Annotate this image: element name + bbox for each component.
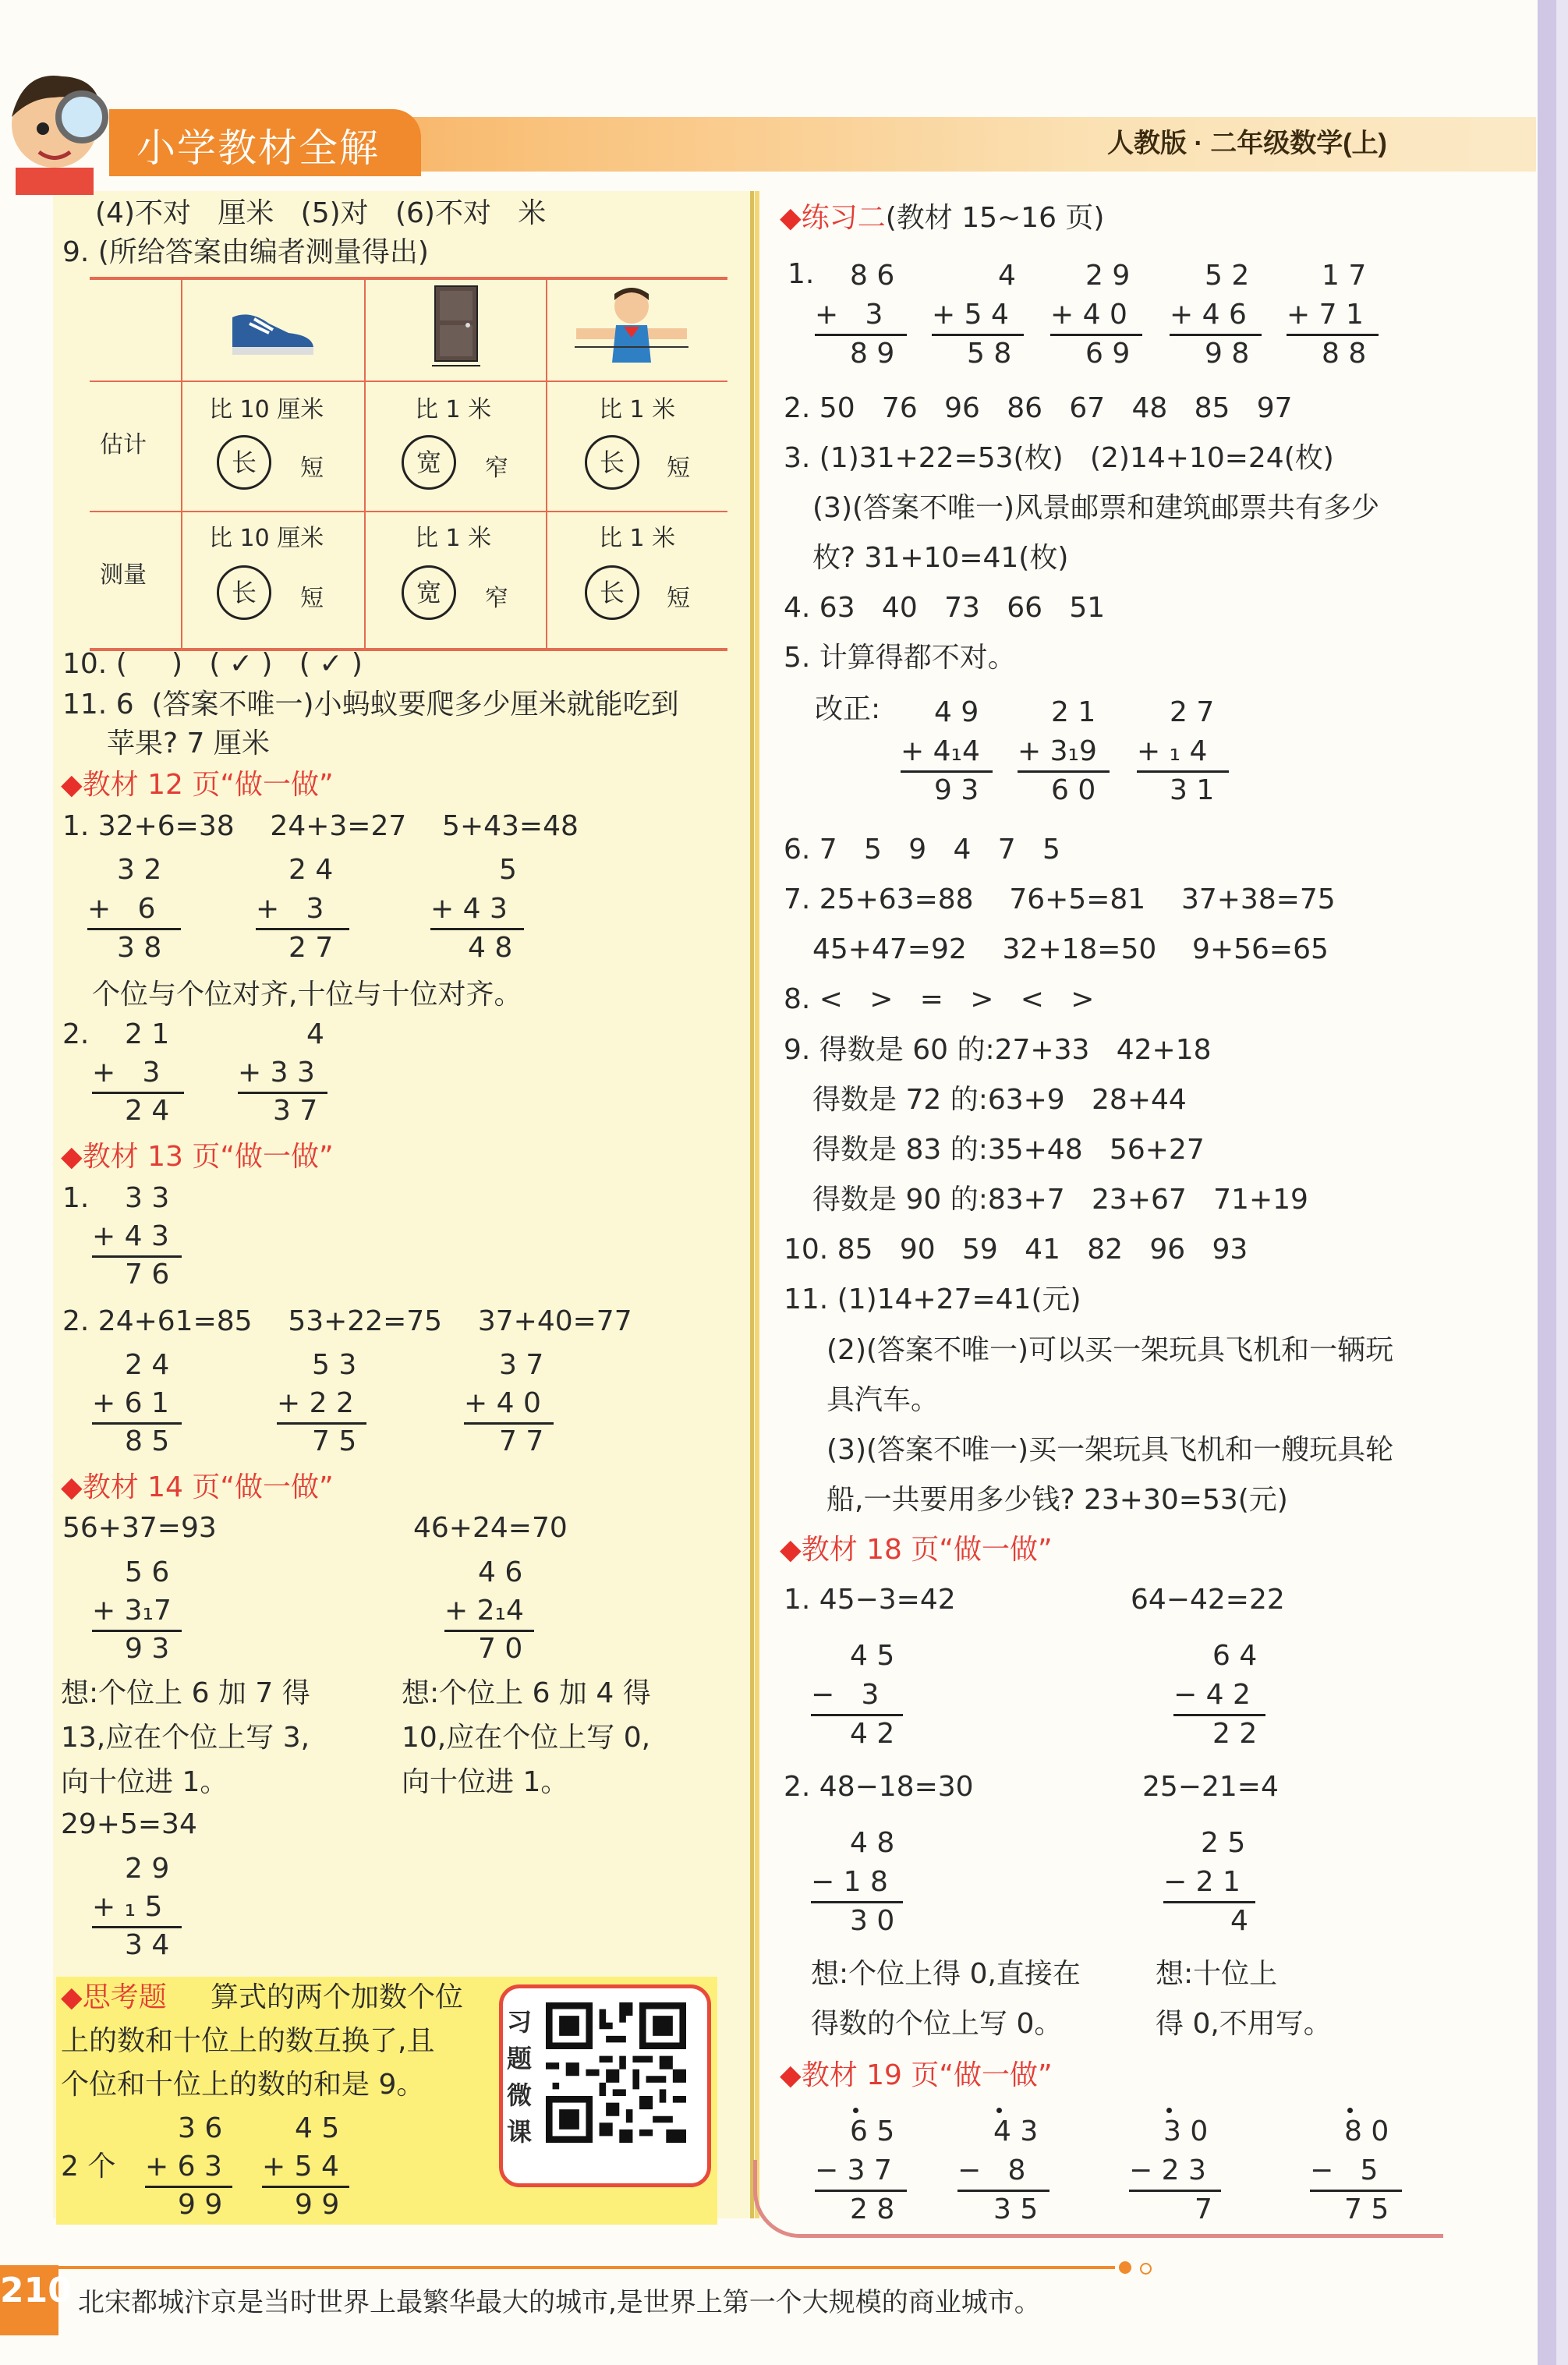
vcalc-mid: + 4 0	[464, 1387, 541, 1419]
vcalc-top: 1 7	[1322, 260, 1367, 292]
vcalc-rule	[430, 928, 524, 930]
answer-line: 46+24=70	[413, 1512, 568, 1544]
answer-line: 具汽车。	[826, 1384, 940, 1416]
section-title: 教材 12 页“做一做”	[82, 769, 334, 801]
vcalc-result: 6 0	[1051, 774, 1096, 806]
think-text: 得 0,不用写。	[1156, 2008, 1332, 2040]
think-title: 思考题	[82, 1981, 167, 2013]
diamond-bullet-icon: ◆	[780, 202, 802, 234]
vcalc-rule	[1137, 770, 1229, 773]
section-heading-ex2	[780, 201, 1104, 235]
option: 窄	[485, 585, 508, 612]
vcalc-top: 8 6	[850, 260, 895, 292]
cell-header: 比 1 米	[599, 525, 676, 552]
think-body: 个位和十位上的数的和是 9。	[61, 2069, 425, 2101]
vcalc-result: 7 6	[125, 1259, 170, 1290]
vcalc-rule	[1129, 2190, 1221, 2192]
diamond-bullet-icon: ◆	[780, 1534, 802, 1566]
option: 短	[300, 455, 324, 482]
vcalc-mid: + 3 3	[238, 1057, 315, 1089]
vcalc-rule	[1018, 770, 1110, 773]
vcalc-result: 2 4	[125, 1095, 170, 1127]
table-rule	[546, 277, 547, 648]
vcalc-mid: + 4 6	[1170, 299, 1247, 331]
section-heading-p12	[61, 768, 334, 802]
question-10: 10. ( ) ( ✓ ) ( ✓ )	[62, 648, 363, 680]
row-label-measure: 测量	[100, 561, 147, 589]
think-text: 向十位进 1。	[61, 1766, 228, 1798]
vcalc-mid: + 6 3	[145, 2151, 222, 2183]
vcalc-result: 2 2	[1212, 1718, 1258, 1750]
vcalc-mid: + 3₁9	[1018, 735, 1097, 767]
vcalc-mid: + ₁ 4	[1137, 735, 1208, 767]
qr-code-icon[interactable]	[546, 2002, 686, 2143]
vcalc-mid: + 6	[87, 893, 156, 925]
vcalc-mid: + 7 1	[1287, 299, 1364, 331]
vcalc-rule	[957, 2190, 1049, 2192]
diamond-bullet-icon: ◆	[61, 1141, 83, 1173]
think-text: 想:个位上得 0,直接在	[811, 1958, 1081, 1990]
section-title: 教材 13 页“做一做”	[82, 1141, 334, 1173]
option: 短	[667, 455, 690, 482]
vcalc-top: 2 7	[1170, 696, 1215, 728]
answer-line: 29+5=34	[61, 1808, 197, 1840]
answer-line: (3)(答案不唯一)风景邮票和建筑邮票共有多少	[812, 492, 1380, 524]
answer-line: 得数是 83 的:35+48 56+27	[812, 1134, 1205, 1166]
answer-line: 45+47=92 32+18=50 9+56=65	[812, 933, 1329, 965]
item-number: 1.	[62, 1182, 90, 1214]
think-count: 2 个	[61, 2151, 116, 2183]
vcalc-mid: + ₁ 5	[92, 1891, 163, 1923]
answer-line: 6. 7 5 9 4 7 5	[784, 834, 1060, 866]
vcalc-top: 4	[998, 260, 1016, 292]
vcalc-result: 3 5	[993, 2193, 1039, 2225]
vcalc-mid: − 1 8	[811, 1866, 888, 1898]
section-heading-p14	[61, 1471, 334, 1504]
vcalc-result: 8 5	[125, 1425, 170, 1457]
vcalc-mid: + 5 4	[932, 299, 1009, 331]
table-rule	[364, 277, 366, 648]
vcalc-mid: + 4₁4	[901, 735, 980, 767]
vcalc-mid: + 3	[256, 893, 324, 925]
answer-line: 得数是 90 的:83+7 23+67 71+19	[812, 1184, 1308, 1216]
answer-line: 枚? 31+10=41(枚)	[812, 542, 1069, 574]
vcalc-result: 9 8	[1205, 338, 1250, 370]
answer-line: 8. < > = > < >	[784, 983, 1095, 1015]
footer-dot	[1119, 2261, 1131, 2274]
borrow-dot	[1166, 2108, 1172, 2113]
vcalc-mid: + 3	[92, 1057, 161, 1089]
answer-line: 64−42=22	[1131, 1584, 1285, 1616]
vcalc-rule	[1287, 334, 1379, 336]
footer-rule	[55, 2266, 1115, 2269]
vcalc-mid: − 3 7	[815, 2154, 892, 2186]
table-rule	[90, 381, 727, 382]
answer-line: (2)(答案不唯一)可以买一架玩具飞机和一辆玩	[826, 1334, 1394, 1366]
vcalc-mid: − 2 1	[1163, 1866, 1241, 1898]
vcalc-top: 4 6	[478, 1556, 523, 1588]
page-number: 210	[0, 2271, 72, 2310]
vcalc-top: 5 3	[312, 1349, 357, 1381]
vcalc-mid: − 3	[811, 1679, 880, 1711]
item-number: 1.	[788, 258, 815, 290]
vcalc-top: 4 5	[850, 1640, 895, 1672]
diamond-bullet-icon: ◆	[780, 2059, 802, 2091]
vcalc-rule	[1163, 1901, 1255, 1903]
vcalc-top: 6 4	[1212, 1640, 1258, 1672]
vcalc-top: 3 3	[125, 1182, 170, 1214]
vcalc-top: 4 9	[934, 696, 979, 728]
vcalc-result: 2 8	[850, 2193, 895, 2225]
diamond-bullet-icon: ◆	[61, 769, 83, 801]
vcalc-mid: + 2 2	[277, 1387, 354, 1419]
circled-answer: 宽	[402, 565, 456, 620]
table-rule	[181, 277, 182, 648]
think-body: 算式的两个加数个位	[211, 1981, 464, 2013]
qr-label: 习题微课	[507, 2007, 533, 2147]
vcalc-top: 2 1	[125, 1018, 170, 1050]
vcalc-result: 9 9	[178, 2189, 223, 2221]
vcalc-top: 5	[499, 854, 517, 886]
answer-line: 4. 63 40 73 66 51	[784, 592, 1106, 624]
think-text: 想:十位上	[1156, 1958, 1278, 1990]
correction-label: 改正:	[815, 693, 881, 725]
option: 短	[300, 585, 324, 612]
cell-header: 比 1 米	[415, 525, 492, 552]
borrow-dot	[853, 2108, 858, 2113]
vcalc-result: 4 2	[850, 1718, 895, 1750]
think-text: 想:个位上 6 加 4 得	[402, 1677, 651, 1709]
think-text: 向十位进 1。	[402, 1766, 569, 1798]
vcalc-rule	[1173, 1714, 1265, 1716]
circled-answer: 长	[585, 435, 639, 490]
cell-header: 比 1 米	[599, 396, 676, 423]
section-heading-p13	[61, 1140, 334, 1174]
vcalc-rule	[815, 334, 907, 336]
vcalc-mid: − 8	[957, 2154, 1026, 2186]
question-11-cont: 苹果? 7 厘米	[107, 728, 270, 759]
footer-fact: 北宋都城汴京是当时世界上最繁华最大的城市,是世界上第一个大规模的商业城市。	[78, 2287, 1041, 2318]
book-edition: 人教版 · 二年级数学(上)	[1107, 129, 1387, 158]
answer-line: 得数是 72 的:63+9 28+44	[812, 1084, 1187, 1116]
vcalc-result: 4 8	[468, 932, 513, 964]
diamond-bullet-icon: ◆	[61, 1471, 83, 1503]
vcalc-top: 2 9	[1085, 260, 1131, 292]
vcalc-rule	[811, 1901, 903, 1903]
think-text: 13,应在个位上写 3,	[61, 1722, 310, 1754]
think-text: 10,应在个位上写 0,	[402, 1722, 651, 1754]
circled-answer: 长	[217, 435, 271, 490]
answer-line: 2. 50 76 96 86 67 48 85 97	[784, 392, 1293, 424]
page-edge-stripe-light	[1556, 0, 1568, 2365]
borrow-dot	[996, 2108, 1002, 2113]
answer-line: 11. (1)14+27=41(元)	[784, 1283, 1081, 1315]
answer-line: 1. 32+6=38 24+3=27 5+43=48	[62, 810, 579, 842]
vcalc-mid: + 4 0	[1050, 299, 1127, 331]
vcalc-mid: + 3₁7	[92, 1595, 172, 1627]
question-9: 9. (所给答案由编者测量得出)	[62, 236, 429, 268]
circled-answer: 长	[217, 565, 271, 620]
vcalc-result: 3 1	[1170, 774, 1215, 806]
vcalc-top: 4 3	[993, 2115, 1039, 2147]
vcalc-mid: + 6 1	[92, 1387, 169, 1419]
item-number: 2.	[62, 1018, 90, 1050]
diamond-bullet-icon: ◆	[61, 1981, 83, 2013]
vcalc-result: 3 4	[125, 1929, 170, 1961]
brand-title: 小学教材全解	[136, 126, 380, 170]
page-edge-stripe	[1538, 0, 1556, 2365]
vcalc-rule	[815, 2190, 907, 2192]
vcalc-result: 4	[1230, 1905, 1248, 1937]
vcalc-result: 5 8	[967, 338, 1012, 370]
answer-line: (3)(答案不唯一)买一架玩具飞机和一艘玩具轮	[826, 1434, 1394, 1466]
vcalc-top: 6 5	[850, 2115, 895, 2147]
answer-line: 25−21=4	[1142, 1771, 1279, 1803]
answer-line: 2. 24+61=85 53+22=75 37+40=77	[62, 1305, 632, 1337]
vcalc-top: 5 6	[125, 1556, 170, 1588]
vcalc-rule	[811, 1714, 903, 1716]
vcalc-result: 7 5	[312, 1425, 357, 1457]
vcalc-rule	[1310, 2190, 1402, 2192]
answer-line: (4)不对 厘米 (5)对 (6)不对 米	[95, 197, 547, 229]
vcalc-result: 3 8	[117, 932, 162, 964]
column-divider	[750, 191, 754, 2218]
section-title: 教材 19 页“做一做”	[801, 2059, 1053, 2091]
answer-line: 2. 48−18=30	[784, 1771, 974, 1803]
mascot-magnifier-icon	[0, 62, 117, 195]
vcalc-result: 8 8	[1322, 338, 1367, 370]
vcalc-top: 2 4	[125, 1349, 170, 1381]
think-body: 上的数和十位上的数互换了,且	[61, 2025, 435, 2057]
vcalc-rule	[932, 334, 1024, 336]
answer-line: 7. 25+63=88 76+5=81 37+38=75	[784, 883, 1336, 915]
vcalc-top: 2 5	[1201, 1827, 1246, 1859]
footer-ring	[1140, 2263, 1152, 2275]
vcalc-result: 7 5	[1344, 2193, 1389, 2225]
answer-line: 船,一共要用多少钱? 23+30=53(元)	[826, 1484, 1288, 1516]
vcalc-rule	[1170, 334, 1262, 336]
vcalc-result: 7 7	[499, 1425, 544, 1457]
section-heading-p19	[780, 2059, 1053, 2092]
question-11: 11. 6 (答案不唯一)小蚂蚁要爬多少厘米就能吃到	[62, 689, 679, 720]
vcalc-top: 3 0	[1163, 2115, 1209, 2147]
circled-answer: 宽	[402, 435, 456, 490]
vcalc-mid: − 5	[1310, 2154, 1379, 2186]
answer-line: 56+37=93	[62, 1512, 217, 1544]
vcalc-top: 2 9	[125, 1853, 170, 1885]
vcalc-result: 9 3	[125, 1633, 170, 1665]
vcalc-result: 7 0	[478, 1633, 523, 1665]
think-heading	[61, 1981, 167, 2014]
vcalc-top: 3 6	[178, 2112, 223, 2144]
answer-line: 1. 45−3=42	[784, 1584, 956, 1616]
vcalc-rule	[256, 928, 349, 930]
vcalc-top: 4 8	[850, 1827, 895, 1859]
vcalc-mid: + 4 3	[430, 893, 508, 925]
vcalc-mid: + 3	[815, 299, 883, 331]
vcalc-result: 3 0	[850, 1905, 895, 1937]
vcalc-rule	[1050, 334, 1142, 336]
vcalc-mid: − 2 3	[1129, 2154, 1206, 2186]
note: 个位与个位对齐,十位与十位对齐。	[92, 979, 522, 1011]
vcalc-top: 8 0	[1344, 2115, 1389, 2147]
vcalc-top: 3 7	[499, 1349, 544, 1381]
vcalc-mid: − 4 2	[1173, 1679, 1251, 1711]
borrow-dot	[1347, 2108, 1353, 2113]
vcalc-mid: + 4 3	[92, 1220, 169, 1252]
section-heading-p18	[780, 1533, 1053, 1567]
vcalc-top: 4	[306, 1018, 324, 1050]
vcalc-result: 8 9	[850, 338, 895, 370]
vcalc-top: 5 2	[1205, 260, 1250, 292]
circled-answer: 长	[585, 565, 639, 620]
think-text: 得数的个位上写 0。	[811, 2008, 1063, 2040]
vcalc-result: 9 9	[295, 2189, 340, 2221]
vcalc-top: 2 1	[1051, 696, 1096, 728]
section-title: 练习二	[801, 202, 886, 234]
vcalc-top: 3 2	[117, 854, 162, 886]
vcalc-result: 3 7	[273, 1095, 318, 1127]
door-icon	[429, 285, 483, 370]
vcalc-result: 2 7	[288, 932, 334, 964]
option: 短	[667, 585, 690, 612]
answer-line: 9. 得数是 60 的:27+33 42+18	[784, 1034, 1212, 1066]
vcalc-top: 4 5	[295, 2112, 340, 2144]
child-arms-span-icon	[573, 285, 690, 370]
vcalc-mid: + 2₁4	[444, 1595, 524, 1627]
vcalc-result: 6 9	[1085, 338, 1131, 370]
vcalc-result: 7	[1195, 2193, 1212, 2225]
section-pages: (教材 15~16 页)	[885, 202, 1105, 234]
vcalc-result: 9 3	[934, 774, 979, 806]
cell-header: 比 10 厘米	[209, 525, 324, 552]
vcalc-mid: + 5 4	[262, 2151, 339, 2183]
shoe-icon	[226, 300, 320, 363]
option: 窄	[485, 455, 508, 482]
section-title: 教材 14 页“做一做”	[82, 1471, 334, 1503]
table-rule	[90, 511, 727, 512]
answer-line: 3. (1)31+22=53(枚) (2)14+10=24(枚)	[784, 442, 1334, 474]
vcalc-rule	[901, 770, 993, 773]
cell-header: 比 10 厘米	[209, 396, 324, 423]
vcalc-top: 2 4	[288, 854, 334, 886]
answer-line: 5. 计算得都不对。	[784, 642, 1016, 674]
row-label-estimate: 估计	[100, 431, 147, 458]
vcalc-rule	[87, 928, 181, 930]
answer-line: 10. 85 90 59 41 82 96 93	[784, 1234, 1248, 1266]
section-title: 教材 18 页“做一做”	[801, 1534, 1053, 1566]
think-text: 想:个位上 6 加 7 得	[61, 1677, 310, 1709]
cell-header: 比 1 米	[415, 396, 492, 423]
